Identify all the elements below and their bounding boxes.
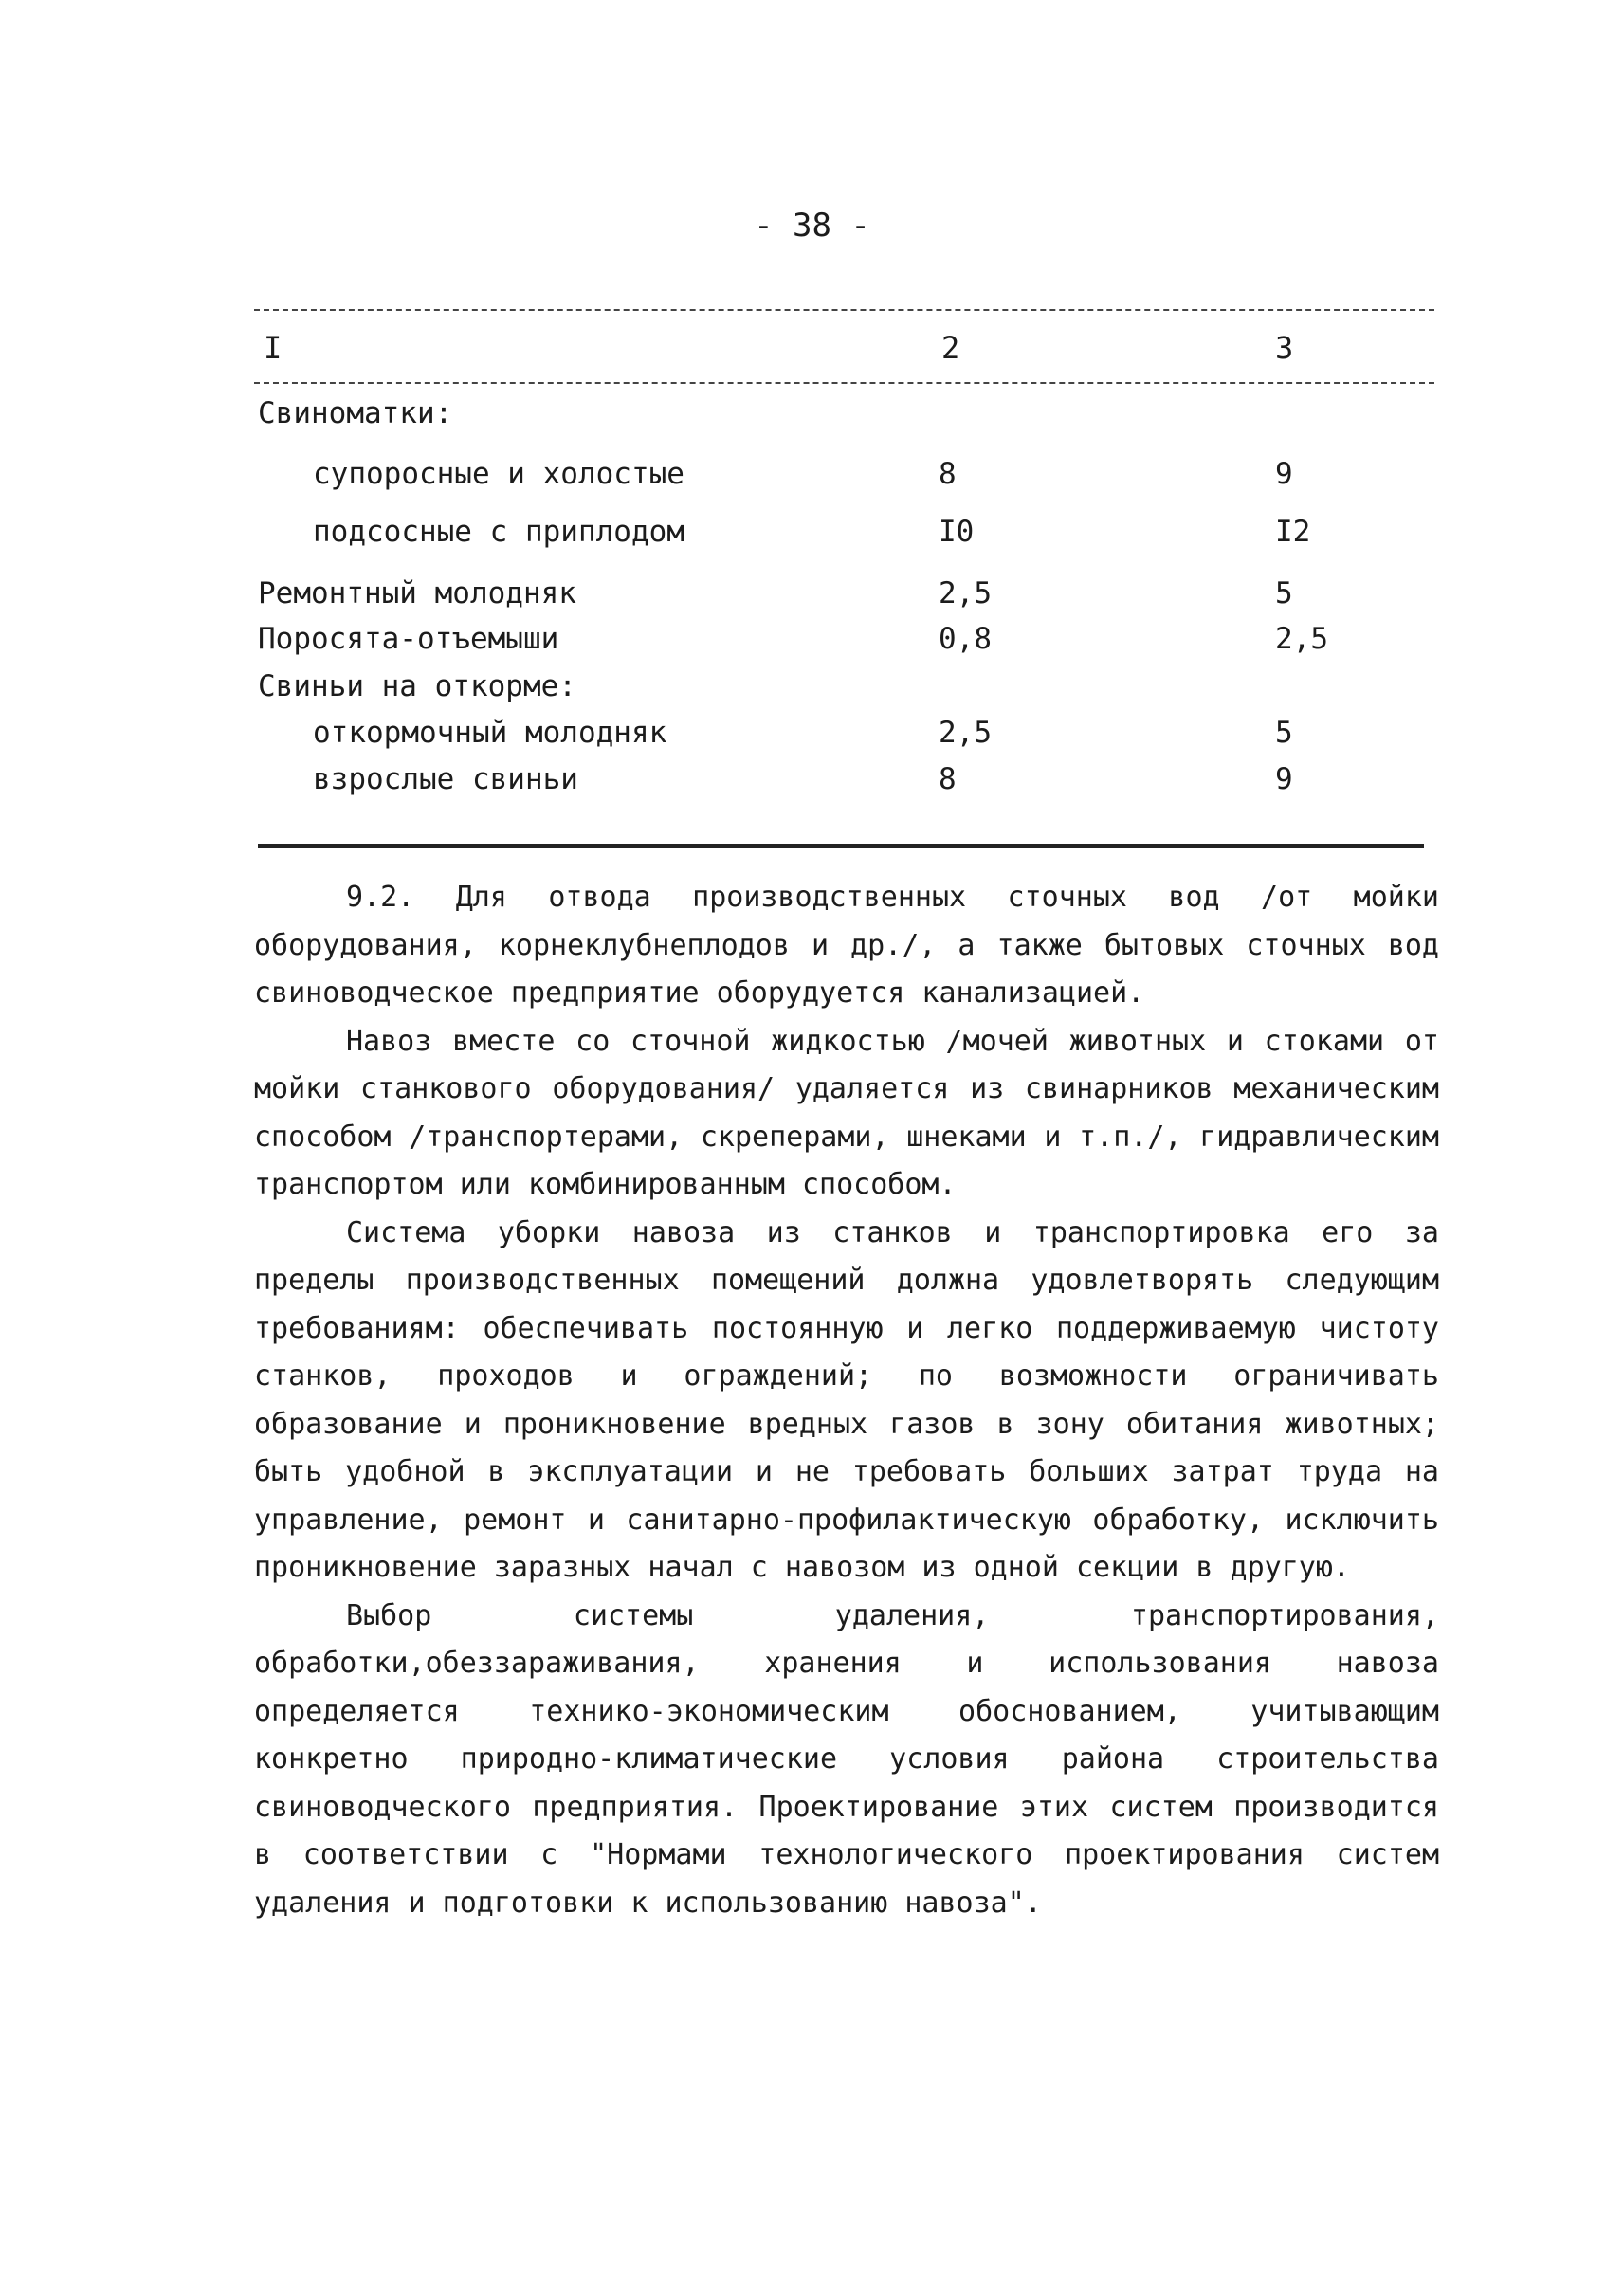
cell-value: 8 [939, 457, 957, 491]
paragraph: Выбор системы удаления, транспортирования, обработки,обеззараживания, хранения и использования навоза определяется технико-экономическим обоснованием, учитывающим конкретно природно-климатические условия района строительства свиноводческого предприятия. Проектирование этих систем производится в соответствии с "Нормами технологического проектирования систем удаления и подготовки к использованию навоза". [254, 1598, 1439, 1920]
row-label: Поросята-отъемыши [258, 622, 559, 656]
cell-value: I0 [939, 515, 975, 549]
cell-value: 8 [939, 762, 957, 796]
cell-value: I2 [1275, 515, 1311, 549]
cell-value: 5 [1275, 716, 1293, 750]
cell-value: 2,5 [939, 716, 992, 750]
row-label: Свиноматки: [258, 396, 453, 430]
cell-value: 9 [1275, 762, 1293, 796]
table-row [0, 457, 1624, 499]
table-row [0, 515, 1624, 556]
row-label: подсосные с приплодом [313, 515, 684, 549]
row-label: Ремонтный молодняк [258, 576, 576, 610]
column-header-2: 2 [941, 330, 960, 366]
page-number: - 38 - [754, 207, 870, 245]
cell-value: 9 [1275, 457, 1293, 491]
table-header-rule [254, 382, 1434, 384]
row-label: взрослые свиньи [313, 762, 578, 796]
paragraph: Навоз вместе со сточной жидкостью /мочей животных и стоками от мойки станкового оборудования/ удаляется из свинарников механическим способом /транспортерами, скреперами, шнеками и т.п./, гидравлическим транспортом или комбинированным способом. [254, 1024, 1439, 1201]
table-row [0, 396, 1624, 438]
row-label: Свиньи на откорме: [258, 669, 576, 703]
cell-value: 2,5 [1275, 622, 1328, 656]
table-row [0, 576, 1624, 618]
table-row [0, 762, 1624, 804]
cell-value: 2,5 [939, 576, 992, 610]
table-row [0, 622, 1624, 664]
row-label: супоросные и холостые [313, 457, 684, 491]
cell-value: 0,8 [939, 622, 992, 656]
table-row [0, 669, 1624, 711]
paragraph: Система уборки навоза из станков и транспортировка его за пределы производственных помещений должна удовлетворять следующим требованиям: обеспечивать постоянную и легко поддерживаемую чистоту станков, проходов и ограждений; по возможности ограничивать образование и проникновение вредных газов в зону обитания животных; быть удобной в эксплуатации и не требовать больших затрат труда на управление, ремонт и санитарно-профилактическую обработку, исключить проникновение заразных начал с навозом из одной секции в другую. [254, 1215, 1439, 1584]
row-label: откормочный молодняк [313, 716, 667, 750]
table-bottom-rule [258, 844, 1424, 848]
table-row [0, 716, 1624, 757]
paragraph: 9.2. Для отвода производственных сточных вод /от мойки оборудования, корнеклубнеплодов и др./, а также бытовых сточных вод свиноводческое предприятие оборудуется канализацией. [254, 881, 1439, 1010]
cell-value: 5 [1275, 576, 1293, 610]
column-header-1: I [264, 330, 283, 366]
table-top-rule [254, 309, 1434, 311]
column-header-3: 3 [1275, 330, 1294, 366]
body-text [254, 874, 1439, 1927]
